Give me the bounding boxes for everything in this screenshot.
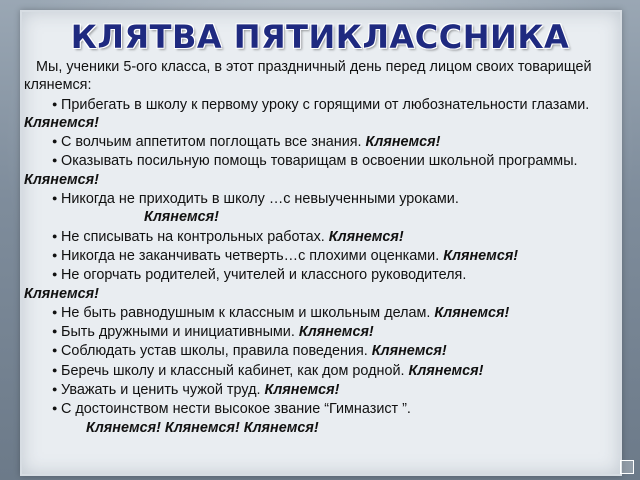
bullet-icon: ● (52, 269, 58, 280)
item-text: С достоинством нести высокое звание “Гимназист ”. (61, 401, 411, 418)
item-text: Не быть равнодушным к классным и школьным делам. (61, 304, 431, 321)
oath-list (24, 95, 616, 437)
bullet-icon: ● (52, 249, 58, 260)
pledge-text: Клянемся! (443, 247, 519, 264)
item-text: Прибегать в школу к первому уроку с горящими от любознательности глазами. (61, 96, 590, 113)
bullet-icon: ● (52, 326, 58, 337)
item-text: С волчьим аппетитом поглощать все знания. (61, 134, 362, 151)
bullet-icon: ● (52, 230, 58, 241)
bullet-icon: ● (52, 136, 58, 147)
slide-corner-icon (620, 460, 634, 474)
intro-text: Мы, ученики 5-ого класса, в этот праздничный день перед лицом своих товарищей клянемся: (24, 59, 592, 94)
list-item (24, 95, 616, 133)
item-text: Никогда не приходить в школу …с невыученными уроками. (61, 191, 459, 208)
pledge-text: Клянемся! (24, 114, 99, 131)
bullet-icon: ● (52, 364, 58, 375)
list-item (24, 341, 616, 360)
list-item (24, 246, 616, 265)
bullet-icon: ● (52, 98, 58, 109)
oath-body (24, 58, 616, 437)
list-item (24, 361, 616, 380)
item-text: Беречь школу и классный кабинет, как дом родной. (61, 362, 405, 379)
pledge-text: Клянемся! (264, 382, 340, 399)
item-text: Уважать и ценить чужой труд. (61, 382, 261, 399)
bullet-icon: ● (52, 155, 58, 166)
item-text: Не списывать на контрольных работах. (61, 228, 325, 245)
pledge-text: Клянемся! (365, 134, 441, 151)
pledge-text: Клянемся! (328, 228, 404, 245)
bullet-icon: ● (52, 403, 58, 414)
bullet-icon: ● (52, 384, 58, 395)
pledge-text: Клянемся! (408, 362, 484, 379)
item-text: Оказывать посильную помощь товарищам в освоении школьной программы. (61, 153, 578, 170)
list-item (24, 399, 616, 437)
item-text: Соблюдать устав школы, правила поведения. (61, 343, 368, 360)
pledge-text: Клянемся! (144, 209, 219, 226)
item-text: Не огорчать родителей, учителей и классного руководителя. (61, 267, 467, 284)
list-item (24, 380, 616, 399)
list-item (24, 189, 616, 227)
list-item (24, 322, 616, 341)
list-item (24, 151, 616, 189)
final-pledge-text: Клянемся! Клянемся! Клянемся! (86, 419, 319, 436)
page-title: КЛЯТВА ПЯТИКЛАССНИКА (70, 18, 570, 56)
pledge-text: Клянемся! (298, 324, 374, 341)
bullet-icon: ● (52, 193, 58, 204)
pledge-text: Клянемся! (371, 343, 447, 360)
list-item (24, 227, 616, 246)
item-text: Никогда не заканчивать четверть…с плохими оценками. (61, 247, 440, 264)
list-item (24, 132, 616, 151)
pledge-text: Клянемся! (434, 304, 510, 321)
bullet-icon: ● (52, 345, 58, 356)
list-item (24, 265, 616, 303)
list-item (24, 303, 616, 322)
item-text: Быть дружными и инициативными. (61, 324, 295, 341)
pledge-text: Клянемся! (24, 171, 99, 188)
pledge-text: Клянемся! (24, 285, 99, 302)
bullet-icon: ● (52, 306, 58, 317)
